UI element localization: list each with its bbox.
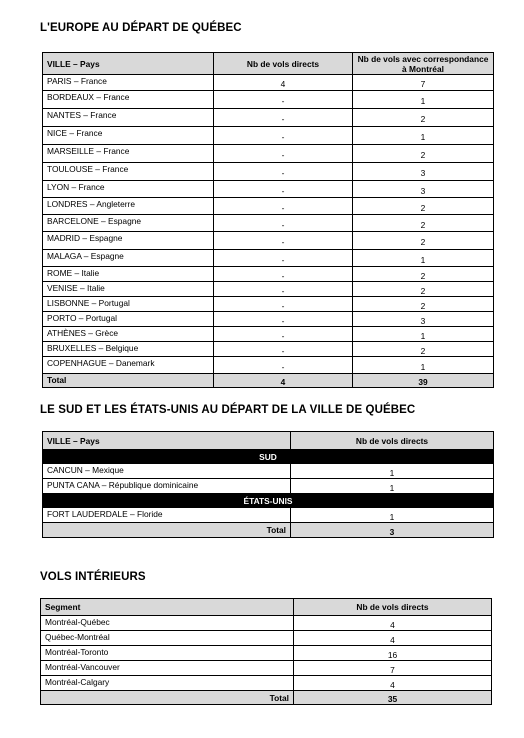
city-name: BORDEAUX [47,92,95,102]
separator: – [76,313,86,323]
country-name: République dominicaine [108,480,199,490]
city-name: MARSEILLE [47,146,95,156]
separator: – [96,343,106,353]
table-row [41,631,492,646]
direct-flights-cell: - [214,109,353,127]
group-band-south [43,450,494,464]
segment-cell: Montréal-Québec [41,616,294,631]
table-row [43,464,494,479]
city-cell [43,75,214,91]
total-row [41,691,492,705]
direct-flights-cell: - [214,232,353,250]
section-title-south: LE SUD ET LES ÉTATS-UNIS AU DÉPART DE LA VILLE DE QUÉBEC [40,404,416,416]
city-name: ROME [47,268,73,278]
table-row [43,75,494,91]
country-name: Belgique [105,343,139,353]
city-cell [43,327,214,342]
total-label: Total [41,691,294,705]
city-cell [43,464,291,479]
group-band-south-label: SUD [43,450,494,464]
direct-flights-cell: - [214,357,353,374]
city-cell [43,297,214,312]
direct-flights-cell: - [214,267,353,282]
country-name: France [76,128,103,138]
connect-flights-cell: 2 [353,232,494,250]
direct-flights-cell: - [214,91,353,109]
city-name: LONDRES [47,199,88,209]
separator: – [89,298,99,308]
separator: – [98,216,108,226]
city-name: TOULOUSE [47,164,93,174]
group-band-usa [43,494,494,508]
table-row [43,215,494,232]
direct-flights-cell: - [214,250,353,267]
city-name: LYON [47,182,70,192]
table-row [43,232,494,250]
total-direct: 3 [291,523,494,538]
city-name: BRUXELLES [47,343,97,353]
total-label: Total [43,374,214,388]
connect-flights-cell: 2 [353,267,494,282]
connect-flights-cell: 2 [353,109,494,127]
table-row [43,145,494,163]
city-cell [43,267,214,282]
country-name: France [80,76,107,86]
city-cell [43,312,214,327]
total-direct: 4 [214,374,353,388]
table-row [43,342,494,357]
separator: – [127,509,137,519]
table-row [41,616,492,631]
direct-flights-cell: 4 [294,631,492,646]
total-row [43,374,494,388]
country-name: Floride [136,509,163,519]
separator: – [67,128,77,138]
city-cell [43,127,214,145]
city-name: CANCUN [47,465,83,475]
direct-flights-cell: 4 [294,676,492,691]
city-name: LISBONNE [47,298,90,308]
country-name: France [102,164,129,174]
total-connect: 39 [353,374,494,388]
country-name: Danemark [115,358,155,368]
section-title-europe: L'EUROPE AU DÉPART DE QUÉBEC [40,22,242,34]
connect-flights-cell: 1 [353,357,494,374]
table-row [43,282,494,297]
city-cell [43,163,214,181]
table-row [43,109,494,127]
table-row [41,676,492,691]
country-name: Portugal [85,313,117,323]
section-title-domestic: VOLS INTÉRIEURS [40,571,146,583]
connect-flights-cell: 3 [353,181,494,198]
country-name: Espagne [90,251,124,261]
direct-flights-cell: - [214,163,353,181]
direct-flights-cell: 4 [294,616,492,631]
country-name: Espagne [89,233,123,243]
direct-flights-cell: 1 [291,508,494,523]
header-direct: Nb de vols directs [291,432,494,450]
connect-flights-cell: 1 [353,91,494,109]
connect-flights-cell: 3 [353,312,494,327]
table-row [43,198,494,215]
country-name: Espagne [107,216,142,226]
country-name: France [78,182,105,192]
separator: – [81,251,91,261]
separator: – [99,480,109,490]
separator: – [69,182,79,192]
domestic-header-row [41,599,492,616]
direct-flights-cell: - [214,127,353,145]
segment-cell: Montréal-Vancouver [41,661,294,676]
europe-header-row [43,53,494,75]
city-cell [43,479,291,494]
total-direct: 35 [294,691,492,705]
header-direct: Nb de vols directs [214,53,353,75]
city-cell [43,357,214,374]
separator: – [82,465,93,475]
city-cell [43,91,214,109]
table-row [43,327,494,342]
city-cell [43,181,214,198]
connect-flights-cell: 2 [353,215,494,232]
segment-cell: Québec-Montréal [41,631,294,646]
connect-flights-cell: 2 [353,198,494,215]
direct-flights-cell: - [214,297,353,312]
city-cell [43,145,214,163]
header-direct: Nb de vols directs [294,599,492,616]
south-header-row [43,432,494,450]
separator: – [106,358,116,368]
table-row [43,127,494,145]
city-name: BARCELONE [47,216,99,226]
table-row [43,250,494,267]
separator: – [77,283,88,293]
city-cell [43,215,214,232]
direct-flights-cell: 4 [214,75,353,91]
country-name: Grèce [95,328,119,338]
city-cell [43,232,214,250]
separator: – [92,164,103,174]
direct-flights-cell: 16 [294,646,492,661]
direct-flights-cell: - [214,312,353,327]
header-connect: Nb de vols avec correspondance à Montréal [353,53,494,75]
table-row [43,479,494,494]
country-name: Portugal [98,298,130,308]
direct-flights-cell: - [214,342,353,357]
city-name: ATHÈNES [47,328,86,338]
connect-flights-cell: 1 [353,250,494,267]
country-name: France [103,92,130,102]
city-cell [43,198,214,215]
connect-flights-cell: 1 [353,327,494,342]
city-cell [43,250,214,267]
separator: – [94,92,104,102]
south-table [42,431,494,538]
connect-flights-cell: 3 [353,163,494,181]
table-row [43,181,494,198]
direct-flights-cell: 7 [294,661,492,676]
separator: – [87,199,97,209]
total-row [43,523,494,538]
city-name: MALAGA [47,251,82,261]
country-name: France [103,146,130,156]
segment-cell: Montréal-Calgary [41,676,294,691]
city-name: NICE [47,128,68,138]
direct-flights-cell: - [214,181,353,198]
city-cell [43,342,214,357]
table-row [43,163,494,181]
direct-flights-cell: 1 [291,479,494,494]
europe-table [42,52,494,388]
header-city: VILLE – Pays [43,53,214,75]
separator: – [94,146,104,156]
direct-flights-cell: - [214,327,353,342]
table-row [43,297,494,312]
segment-cell: Montréal-Toronto [41,646,294,661]
city-name: NANTES [47,110,81,120]
city-name: VENISE [47,283,78,293]
table-row [43,91,494,109]
header-segment: Segment [41,599,294,616]
table-row [43,508,494,523]
country-name: Italie [81,268,100,278]
domestic-table [40,598,492,705]
table-row [41,646,492,661]
separator: – [85,328,96,338]
table-row [41,661,492,676]
connect-flights-cell: 1 [353,127,494,145]
connect-flights-cell: 2 [353,297,494,312]
separator: – [80,110,91,120]
separator: – [71,76,81,86]
city-cell [43,282,214,297]
separator: – [72,268,82,278]
city-name: PORTO [47,313,77,323]
country-name: Italie [87,283,105,293]
direct-flights-cell: - [214,282,353,297]
direct-flights-cell: - [214,198,353,215]
city-name: COPENHAGUE [47,358,107,368]
city-name: FORT LAUDERDALE [47,509,128,519]
direct-flights-cell: - [214,215,353,232]
header-city: VILLE – Pays [43,432,291,450]
connect-flights-cell: 2 [353,282,494,297]
connect-flights-cell: 2 [353,145,494,163]
separator: – [80,233,90,243]
city-name: MADRID [47,233,81,243]
total-label: Total [43,523,291,538]
table-row [43,312,494,327]
connect-flights-cell: 2 [353,342,494,357]
country-name: Angleterre [96,199,135,209]
city-name: PUNTA CANA [47,480,100,490]
city-cell [43,109,214,127]
city-name: PARIS [47,76,72,86]
city-cell [43,508,291,523]
direct-flights-cell: - [214,145,353,163]
direct-flights-cell: 1 [291,464,494,479]
table-row [43,357,494,374]
group-band-usa-label: ÉTATS-UNIS [43,494,494,508]
table-row [43,267,494,282]
country-name: France [90,110,117,120]
connect-flights-cell: 7 [353,75,494,91]
country-name: Mexique [92,465,124,475]
